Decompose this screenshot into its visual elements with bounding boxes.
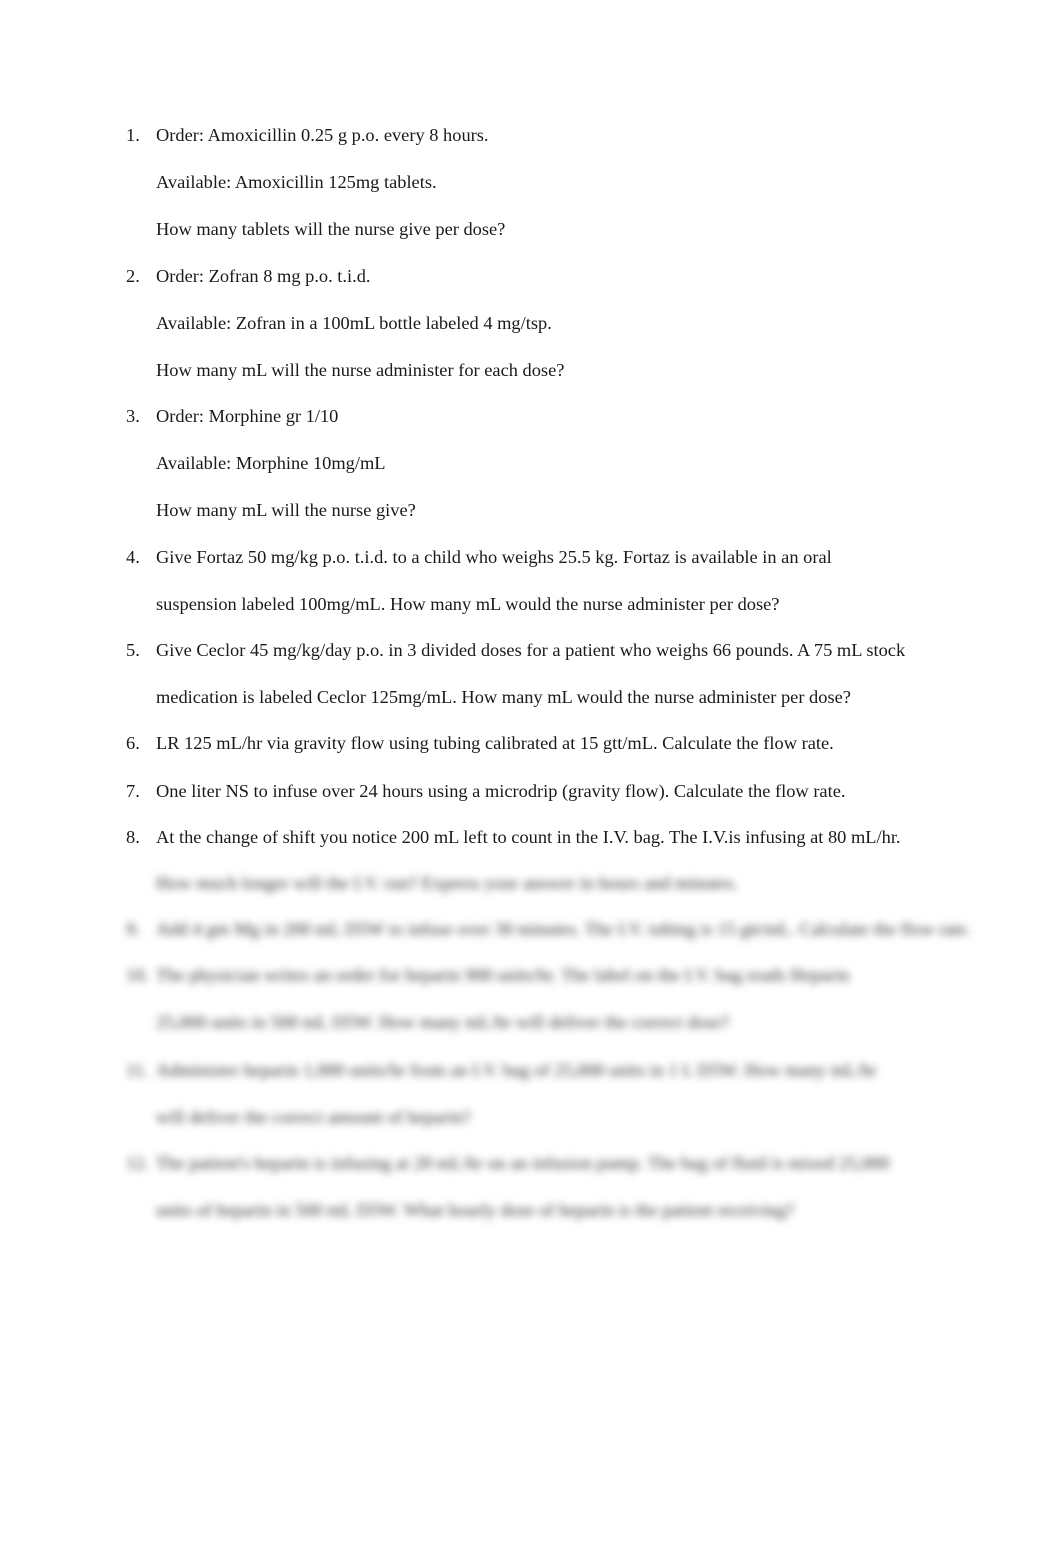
question-number: 3.	[126, 406, 140, 426]
question-text: How many tablets will the nurse give per dose?	[156, 218, 506, 239]
question-text: Order: Amoxicillin 0.25 g p.o. every 8 hours.	[156, 125, 489, 145]
blurred-text: How much longer will the I.V. run? Express your answer in hours and minutes.	[156, 873, 738, 893]
question-line	[126, 393, 946, 440]
blurred-text: Add 4 gm Mg in 200 mL D5W to infuse over 30 minutes. The I.V. tubing is 15 gtt/mL. Calculate the flow rate.	[156, 919, 972, 939]
question-number: 2.	[126, 266, 140, 286]
blurred-number: 9.	[126, 919, 140, 939]
blurred-number: 11.	[126, 1060, 149, 1080]
blurred-line	[126, 1047, 946, 1094]
question-4	[126, 534, 946, 628]
blurred-question-12	[126, 1140, 946, 1234]
blurred-question-9	[126, 906, 972, 953]
question-2	[126, 253, 946, 393]
question-line	[126, 674, 946, 721]
question-number: 1.	[126, 125, 140, 145]
question-7	[126, 768, 946, 815]
question-number: 4.	[126, 547, 140, 567]
question-text: Available: Amoxicillin 125mg tablets.	[156, 171, 437, 192]
question-text: At the change of shift you notice 200 mL left to count in the I.V. bag. The I.V.is infusing at 80 mL/hr.	[156, 827, 901, 847]
blurred-line	[126, 860, 946, 907]
question-text: suspension labeled 100mg/mL. How many mL would the nurse administer per dose?	[156, 593, 780, 614]
question-line	[126, 627, 946, 674]
question-number: 6.	[126, 733, 140, 753]
question-number: 8.	[126, 827, 140, 847]
question-line	[126, 112, 946, 159]
question-text: Give Fortaz 50 mg/kg p.o. t.i.d. to a child who weighs 25.5 kg. Fortaz is available in an oral	[156, 547, 832, 567]
question-text: Give Ceclor 45 mg/kg/day p.o. in 3 divided doses for a patient who weighs 66 pounds. A 75 mL stock	[156, 640, 906, 660]
question-5	[126, 627, 946, 721]
blurred-continuation	[126, 860, 946, 907]
question-text: Available: Zofran in a 100mL bottle labeled 4 mg/tsp.	[156, 312, 552, 333]
question-line	[126, 347, 946, 394]
question-6	[126, 720, 946, 767]
question-text: How many mL will the nurse administer for each dose?	[156, 359, 565, 380]
question-line	[126, 487, 946, 534]
question-line	[126, 720, 946, 767]
blurred-text: will deliver the correct amount of heparin?	[156, 1106, 471, 1127]
blurred-text: Administer heparin 1,000 units/hr from an I.V. bag of 25,000 units in 1 L D5W. How many mL/hr	[156, 1060, 877, 1080]
question-3	[126, 393, 946, 533]
question-text: One liter NS to infuse over 24 hours using a microdrip (gravity flow). Calculate the flow rate.	[156, 781, 846, 801]
blurred-question-10	[126, 952, 946, 1046]
question-text: How many mL will the nurse give?	[156, 499, 416, 520]
blurred-text: The physician writes an order for heparin 900 units/hr. The label on the I.V. bag reads Heparin	[156, 965, 850, 985]
question-text: Available: Morphine 10mg/mL	[156, 452, 386, 473]
question-text: medication is labeled Ceclor 125mg/mL. How many mL would the nurse administer per dose?	[156, 686, 851, 707]
question-number: 7.	[126, 781, 140, 801]
question-line	[126, 814, 946, 861]
question-line	[126, 534, 946, 581]
blurred-line	[126, 1187, 946, 1234]
question-1	[126, 112, 946, 252]
question-line	[126, 581, 946, 628]
question-line	[126, 768, 946, 815]
blurred-line	[126, 952, 946, 999]
question-text: Order: Morphine gr 1/10	[156, 406, 339, 426]
question-line	[126, 206, 946, 253]
question-line	[126, 159, 946, 206]
blurred-question-11	[126, 1047, 946, 1141]
blurred-number: 12.	[126, 1153, 149, 1173]
question-number: 5.	[126, 640, 140, 660]
question-text: Order: Zofran 8 mg p.o. t.i.d.	[156, 266, 371, 286]
blurred-line	[126, 999, 946, 1046]
blurred-text: 25,000 units in 500 mL D5W. How many mL/hr will deliver the correct dose?	[156, 1011, 730, 1032]
question-8	[126, 814, 946, 861]
question-line	[126, 300, 946, 347]
blurred-line	[126, 1094, 946, 1141]
blurred-line	[126, 906, 972, 953]
blurred-number: 10.	[126, 965, 149, 985]
blurred-text: units of heparin in 500 mL D5W. What hourly dose of heparin is the patient receiving?	[156, 1199, 794, 1220]
blurred-text: The patient's heparin is infusing at 28 mL/hr on an infusion pump. The bag of fluid is mixed 25,000	[156, 1153, 890, 1173]
blurred-line	[126, 1140, 946, 1187]
question-line	[126, 440, 946, 487]
question-text: LR 125 mL/hr via gravity flow using tubing calibrated at 15 gtt/mL. Calculate the flow rate.	[156, 733, 834, 753]
question-line	[126, 253, 946, 300]
